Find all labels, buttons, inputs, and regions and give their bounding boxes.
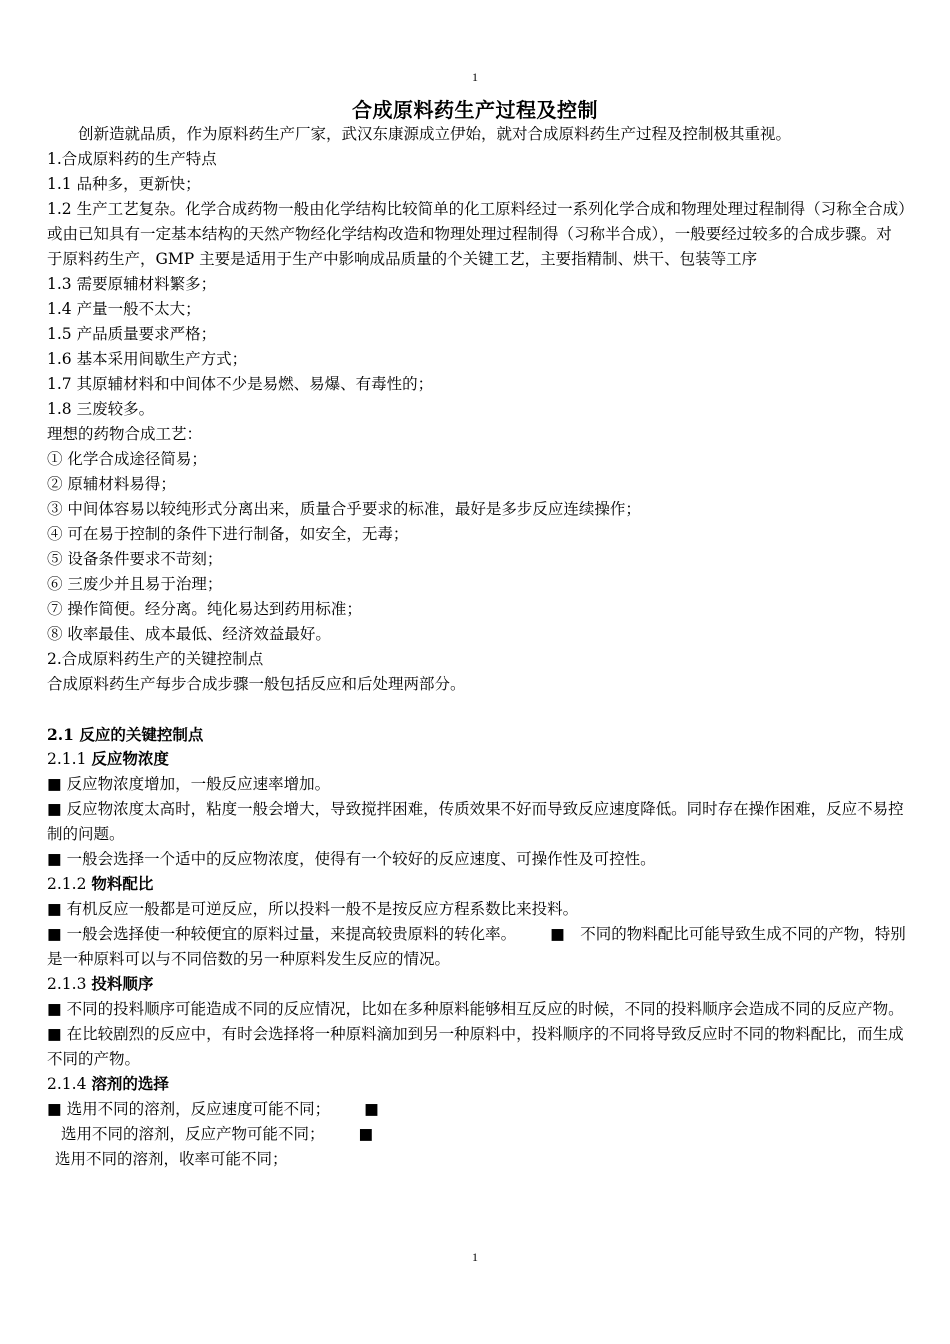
bullet-item	[47, 922, 907, 972]
bullet-item	[47, 1097, 907, 1122]
list-item: 1.4 产量一般不太大；	[47, 300, 201, 318]
ideal-item: ⑧ 收率最佳、成本最低、经济效益最好。	[47, 625, 331, 643]
list-item: 1.2 生产工艺复杂。化学合成药物一般由化学结构比较简单的化工原料经过一系列化学合成和物理处理过程制得（习称全合成）或由已知具有一定基本结构的天然产物经化学结构改造和物理处理过程制得（习称半合成），一般要经过较多的合成步骤。对于原料药生产，GMP 主要是适用于生产中影响成品质量的个关键工艺，主要指精制、烘干、包装等工序	[47, 200, 906, 268]
intro-paragraph: 创新造就品质，作为原料药生产厂家，武汉东康源成立伊始，就对合成原料药生产过程及控制极其重视。	[78, 125, 792, 143]
section-2-1-4-heading	[47, 1072, 907, 1097]
bullet-item: 选用不同的溶剂，收率可能不同；	[55, 1150, 288, 1168]
list-item: 1.5 产品质量要求严格；	[47, 325, 217, 343]
section-number: 2.1.4	[47, 1075, 87, 1093]
section-title: 物料配比	[91, 875, 154, 893]
page-number-bottom: 1	[472, 1250, 478, 1264]
section-title: 反应物浓度	[91, 750, 169, 768]
ideal-item: ① 化学合成途径简易；	[47, 450, 207, 468]
ideal-item: ④ 可在易于控制的条件下进行制备，如安全，无毒；	[47, 525, 409, 543]
section-number: 2.1.2	[47, 875, 87, 893]
list-item: 1.3 需要原辅材料繁多；	[47, 275, 217, 293]
section-2-1-3-heading	[47, 972, 907, 997]
list-item: 1.7 其原辅材料和中间体不少是易燃、易爆、有毒性的；	[47, 375, 434, 393]
bullet-item: ■ 不同的投料顺序可能造成不同的反应情况，比如在多种原料能够相互反应的时候，不同的投料顺序会造成不同的反应产物。	[47, 1000, 904, 1018]
page-number-top: 1	[472, 70, 478, 84]
section-2-1-heading: 2.1 反应的关键控制点	[47, 725, 204, 744]
bullet-text: ■ 不同的物料配比可能导致生成不同的产物，特别是一种原料可以与不同倍数的另一种原料发生反应的情况。	[47, 925, 906, 968]
bullet-item	[47, 1122, 907, 1147]
bullet-item: ■ 有机反应一般都是可逆反应，所以投料一般不是按反应方程系数比来投料。	[47, 900, 579, 918]
list-item: 1.8 三废较多。	[47, 400, 155, 418]
bullet-item: ■ 反应物浓度增加，一般反应速率增加。	[47, 775, 331, 793]
section-2-heading: 2.合成原料药生产的关键控制点	[47, 650, 264, 668]
ideal-item: ⑤ 设备条件要求不苛刻；	[47, 550, 223, 568]
section-number: 2.1.3	[47, 975, 87, 993]
section-title: 投料顺序	[91, 975, 154, 993]
bullet-text: ■ 选用不同的溶剂，反应速度可能不同；	[47, 1100, 331, 1118]
square-bullet-icon: ■	[364, 1100, 379, 1118]
bullet-item: ■ 反应物浓度太高时，粘度一般会增大，导致搅拌困难，传质效果不好而导致反应速度降低。同时存在操作困难，反应不易控制的问题。	[47, 800, 904, 843]
document-title: 合成原料药生产过程及控制	[352, 98, 598, 122]
ideal-item: ⑥ 三废少并且易于治理；	[47, 575, 223, 593]
section-2-intro: 合成原料药生产每步合成步骤一般包括反应和后处理两部分。	[47, 675, 466, 693]
section-1-heading: 1.合成原料药的生产特点	[47, 150, 217, 168]
section-number: 2.1.1	[47, 750, 87, 768]
bullet-item: ■ 一般会选择一个适中的反应物浓度，使得有一个较好的反应速度、可操作性及可控性。	[47, 850, 656, 868]
ideal-process-heading: 理想的药物合成工艺：	[47, 425, 203, 443]
bullet-text: 选用不同的溶剂，反应产物可能不同；	[61, 1125, 325, 1143]
section-2-1-2-heading	[47, 872, 907, 897]
section-title: 溶剂的选择	[91, 1075, 169, 1093]
ideal-item: ② 原辅材料易得；	[47, 475, 176, 493]
bullet-text: ■ 一般会选择使一种较便宜的原料过量，来提高较贵原料的转化率。	[47, 925, 517, 943]
list-item: 1.6 基本采用间歇生产方式；	[47, 350, 248, 368]
ideal-item: ⑦ 操作简便。经分离。纯化易达到药用标准；	[47, 600, 362, 618]
square-bullet-icon: ■	[358, 1125, 374, 1143]
section-2-1-1-heading	[47, 747, 907, 772]
bullet-item: ■ 在比较剧烈的反应中，有时会选择将一种原料滴加到另一种原料中，投料顺序的不同将导致反应时不同的物料配比，而生成不同的产物。	[47, 1025, 904, 1068]
ideal-item: ③ 中间体容易以较纯形式分离出来，质量合乎要求的标准，最好是多步反应连续操作；	[47, 500, 641, 518]
blank-line	[47, 697, 907, 722]
document-body	[47, 122, 907, 1172]
list-item: 1.1 品种多，更新快；	[47, 175, 201, 193]
